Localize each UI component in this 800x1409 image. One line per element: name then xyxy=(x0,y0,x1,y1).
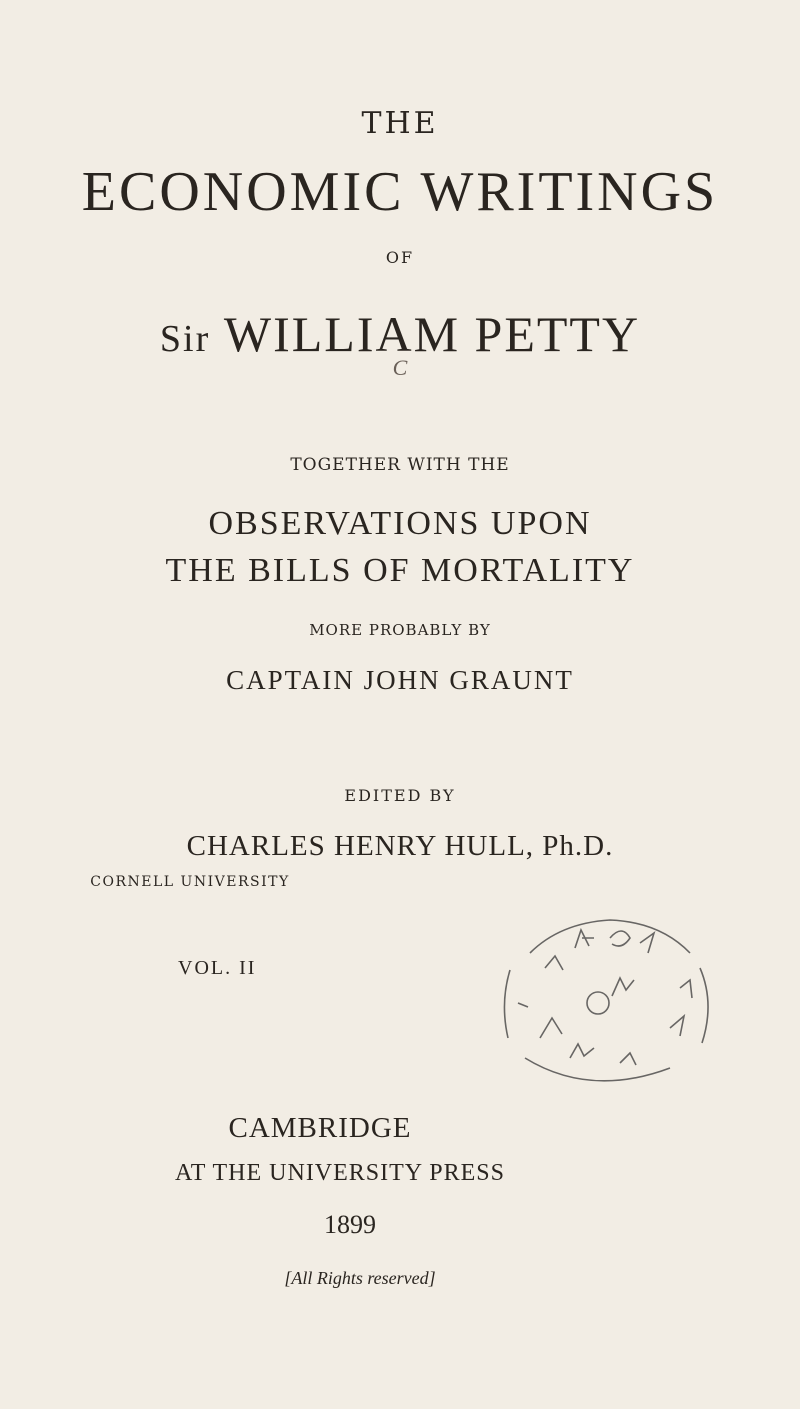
rights-notice: [All Rights reserved] xyxy=(284,1268,436,1288)
book-title: ECONOMIC WRITINGS xyxy=(81,161,719,223)
library-stamp-icon xyxy=(470,908,730,1098)
edited-by-label: EDITED BY xyxy=(344,786,456,805)
author-name: WILLIAM PETTY xyxy=(223,306,641,362)
more-probably-label: MORE PROBABLY BY xyxy=(309,621,491,639)
editor-name: CHARLES HENRY HULL, Ph.D. xyxy=(186,830,614,862)
of-label: OF xyxy=(385,248,415,267)
publisher-city: CAMBRIDGE xyxy=(228,1112,412,1144)
together-label: TOGETHER WITH THE xyxy=(290,455,510,475)
author-prefix: Sir xyxy=(159,318,211,360)
pencil-mark: C xyxy=(392,355,408,380)
publication-year: 1899 xyxy=(324,1210,376,1239)
the-label: THE xyxy=(361,106,439,141)
editor-affiliation: CORNELL UNIVERSITY xyxy=(90,874,290,890)
subtitle-line-1: OBSERVATIONS UPON xyxy=(208,505,592,542)
publisher-name: AT THE UNIVERSITY PRESS xyxy=(175,1160,505,1186)
subtitle-line-2: THE BILLS OF MORTALITY xyxy=(165,552,635,589)
volume-label: VOL. II xyxy=(178,957,257,979)
second-author: CAPTAIN JOHN GRAUNT xyxy=(226,665,574,695)
